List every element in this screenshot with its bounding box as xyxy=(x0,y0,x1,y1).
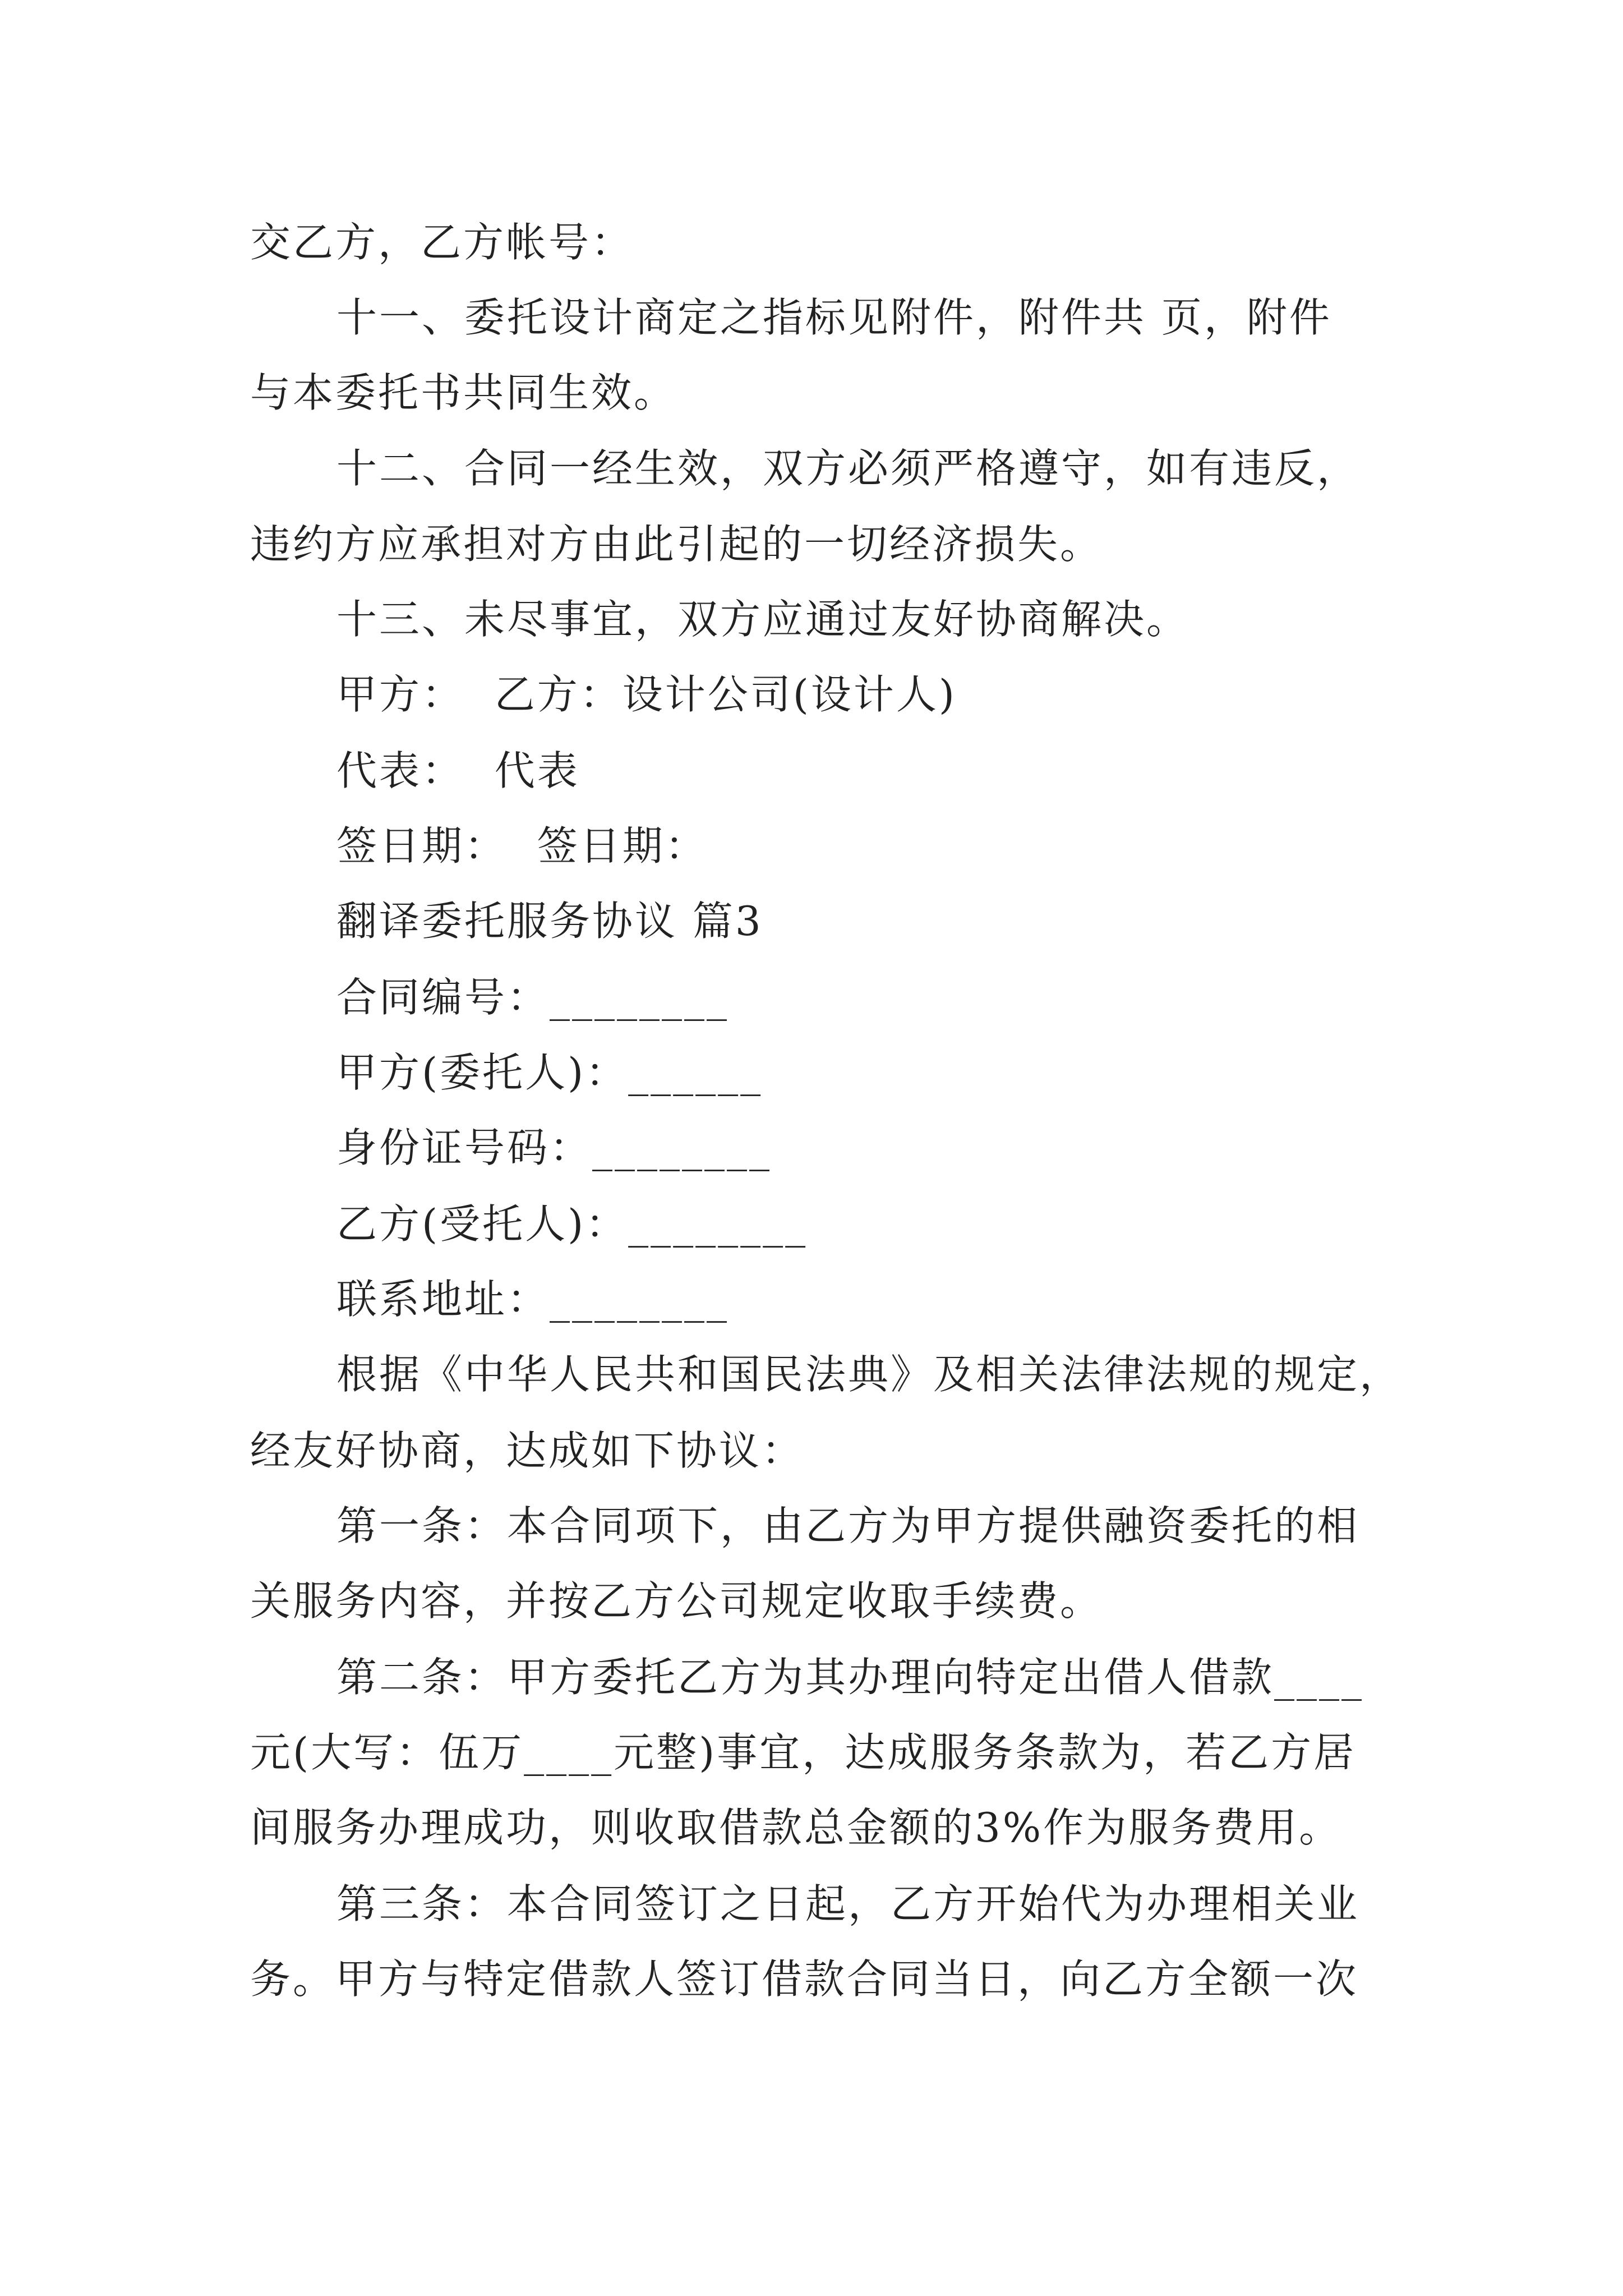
paragraph-line: 签日期： 签日期： xyxy=(336,822,708,869)
paragraph-line: 十一、委托设计商定之指标见附件，附件共 页，附件 xyxy=(336,294,1332,341)
paragraph-line: 甲方(委托人)：______ xyxy=(336,1049,763,1096)
paragraph-line: 关服务内容，并按乙方公司规定收取手续费。 xyxy=(250,1577,1103,1625)
paragraph-line: 联系地址：________ xyxy=(336,1276,730,1323)
paragraph-line: 十三、未尽事宜，双方应通过友好协商解决。 xyxy=(336,596,1189,643)
paragraph-line: 第二条：甲方委托乙方为其办理向特定出借人借款____ xyxy=(336,1654,1364,1701)
paragraph-line: 经友好协商，达成如下协议： xyxy=(250,1427,805,1474)
paragraph-line: 根据《中华人民共和国民法典》及相关法律法规的规定， xyxy=(336,1351,1403,1398)
paragraph-line: 十二、合同一经生效，双方必须严格遵守，如有违反， xyxy=(336,445,1360,492)
paragraph-line: 身份证号码：________ xyxy=(336,1124,772,1171)
paragraph-line: 务。甲方与特定借款人签订借款合同当日，向乙方全额一次 xyxy=(250,1955,1359,2003)
paragraph-line: 违约方应承担对方由此引起的一切经济损失。 xyxy=(250,521,1103,568)
paragraph-line: 合同编号：________ xyxy=(336,974,730,1021)
paragraph-line: 代表： 代表 xyxy=(336,747,580,794)
paragraph-line: 间服务办理成功，则收取借款总金额的3%作为服务费用。 xyxy=(250,1804,1342,1851)
paragraph-line: 第三条：本合同签订之日起，乙方开始代为办理相关业 xyxy=(336,1880,1360,1927)
paragraph-line: 甲方： 乙方：设计公司(设计人) xyxy=(336,671,957,718)
paragraph-line: 乙方(受托人)：________ xyxy=(336,1200,808,1248)
paragraph-line: 元(大写：伍万____元整)事宜，达成服务条款为，若乙方居 xyxy=(250,1729,1357,1776)
paragraph-line: 交乙方，乙方帐号： xyxy=(250,219,634,266)
paragraph-line: 与本委托书共同生效。 xyxy=(250,369,677,416)
paragraph-line: 翻译委托服务协议 篇3 xyxy=(336,898,763,945)
paragraph-line: 第一条：本合同项下，由乙方为甲方提供融资委托的相 xyxy=(336,1502,1360,1549)
